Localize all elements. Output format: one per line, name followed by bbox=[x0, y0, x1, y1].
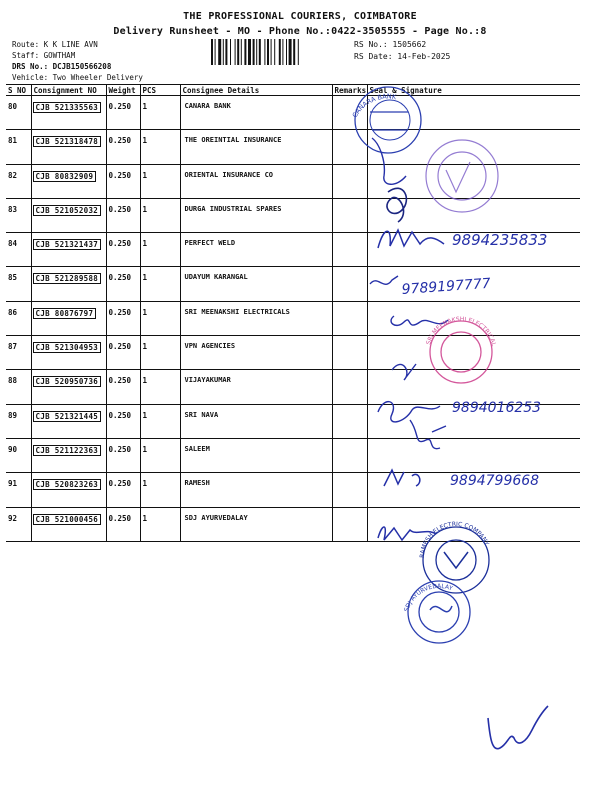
consignee: CANARA BANK bbox=[180, 96, 332, 130]
pcs: 1 bbox=[140, 267, 180, 301]
sno: 80 bbox=[6, 96, 31, 130]
ayurvedalay-stamp bbox=[403, 581, 470, 643]
remarks bbox=[332, 164, 367, 198]
signature-cell bbox=[367, 96, 580, 130]
consignment-no: CJB 80832909 bbox=[31, 164, 106, 198]
pcs: 1 bbox=[140, 96, 180, 130]
table-row bbox=[6, 198, 580, 232]
signature-cell bbox=[367, 438, 580, 472]
remarks bbox=[332, 233, 367, 267]
remarks bbox=[332, 404, 367, 438]
runsheet-title: THE PROFESSIONAL COURIERS, COIMBATORE bbox=[183, 11, 417, 22]
sno: 89 bbox=[6, 404, 31, 438]
staff-label: Staff: GOWTHAM bbox=[12, 51, 76, 60]
consignment-no: CJB 521000456 bbox=[31, 507, 106, 541]
table-row bbox=[6, 438, 580, 472]
consignee: SRI MEENAKSHI ELECTRICALS bbox=[180, 301, 332, 335]
weight: 0.250 bbox=[106, 336, 140, 370]
table-row bbox=[6, 301, 580, 335]
consignee: SALEEM bbox=[180, 438, 332, 472]
remarks bbox=[332, 507, 367, 541]
runner-signature bbox=[488, 706, 548, 749]
barcode bbox=[211, 39, 339, 65]
weight: 0.250 bbox=[106, 164, 140, 198]
signature-cell bbox=[367, 370, 580, 404]
sno: 88 bbox=[6, 370, 31, 404]
col-signature: Seal & Signature bbox=[367, 85, 580, 96]
pcs: 1 bbox=[140, 301, 180, 335]
table-row bbox=[6, 473, 580, 507]
table-row bbox=[6, 130, 580, 164]
col-sno: S NO bbox=[6, 85, 31, 96]
remarks bbox=[332, 198, 367, 232]
consignment-no: CJB 521321445 bbox=[31, 404, 106, 438]
weight: 0.250 bbox=[106, 301, 140, 335]
table-row bbox=[6, 233, 580, 267]
sno: 92 bbox=[6, 507, 31, 541]
pcs: 1 bbox=[140, 198, 180, 232]
runsheet-table bbox=[6, 84, 580, 542]
rs-date: RS Date: 14-Feb-2025 bbox=[354, 52, 451, 61]
table-row bbox=[6, 336, 580, 370]
consignment-no: CJB 80876797 bbox=[31, 301, 106, 335]
col-pcs: PCS bbox=[140, 85, 180, 96]
signature-cell bbox=[367, 164, 580, 198]
ramesh-stamp-text: RAMESH ELECTRIC COMPANY bbox=[418, 520, 491, 559]
pcs: 1 bbox=[140, 336, 180, 370]
consignee: VPN AGENCIES bbox=[180, 336, 332, 370]
weight: 0.250 bbox=[106, 404, 140, 438]
pcs: 1 bbox=[140, 130, 180, 164]
col-weight: Weight bbox=[106, 85, 140, 96]
weight: 0.250 bbox=[106, 198, 140, 232]
consignment-no: CJB 521122363 bbox=[31, 438, 106, 472]
remarks bbox=[332, 438, 367, 472]
sno: 81 bbox=[6, 130, 31, 164]
consignee: PERFECT WELD bbox=[180, 233, 332, 267]
consignee: SDJ AYURVEDALAY bbox=[180, 507, 332, 541]
remarks bbox=[332, 130, 367, 164]
consignee: UDAYUM KARANGAL bbox=[180, 267, 332, 301]
consignment-no: CJB 520823263 bbox=[31, 473, 106, 507]
signature-cell bbox=[367, 404, 580, 438]
canara-stamp-text: CANARA BANK bbox=[350, 92, 397, 120]
consignment-no: CJB 521321437 bbox=[31, 233, 106, 267]
col-consignee: Consignee Details bbox=[180, 85, 332, 96]
meenakshi-stamp-text: SRI MEENAKSHI ELECTRICAL bbox=[425, 315, 498, 347]
remarks bbox=[332, 370, 367, 404]
table-row bbox=[6, 164, 580, 198]
consignment-no: CJB 521335563 bbox=[31, 96, 106, 130]
rs-number: RS No.: 1505662 bbox=[354, 40, 427, 49]
weight: 0.250 bbox=[106, 130, 140, 164]
remarks bbox=[332, 96, 367, 130]
sno: 86 bbox=[6, 301, 31, 335]
weight: 0.250 bbox=[106, 267, 140, 301]
sno: 84 bbox=[6, 233, 31, 267]
sno: 83 bbox=[6, 198, 31, 232]
weight: 0.250 bbox=[106, 96, 140, 130]
pcs: 1 bbox=[140, 438, 180, 472]
signature-cell bbox=[367, 507, 580, 541]
pcs: 1 bbox=[140, 404, 180, 438]
table-header-row bbox=[6, 85, 580, 96]
consignment-no: CJB 521304953 bbox=[31, 336, 106, 370]
phone-89: 9894799668 bbox=[450, 473, 540, 489]
pcs: 1 bbox=[140, 233, 180, 267]
runsheet-subtitle: Delivery Runsheet - MO - Phone No.:0422-3505555 - Page No.:8 bbox=[113, 26, 487, 37]
consignment-no: CJB 520950736 bbox=[31, 370, 106, 404]
sno: 90 bbox=[6, 438, 31, 472]
weight: 0.250 bbox=[106, 438, 140, 472]
col-remarks: Remarks bbox=[332, 85, 367, 96]
table-row bbox=[6, 267, 580, 301]
phone-84: 9789197777 bbox=[401, 275, 492, 298]
remarks bbox=[332, 336, 367, 370]
sno: 82 bbox=[6, 164, 31, 198]
sno: 91 bbox=[6, 473, 31, 507]
consignee: ORIENTAL INSURANCE CO bbox=[180, 164, 332, 198]
table-row bbox=[6, 370, 580, 404]
drs-number: DRS No.: DCJB150566208 bbox=[12, 62, 112, 71]
weight: 0.250 bbox=[106, 507, 140, 541]
signature-cell bbox=[367, 473, 580, 507]
sno: 87 bbox=[6, 336, 31, 370]
consignment-no: CJB 521052032 bbox=[31, 198, 106, 232]
signature-cell bbox=[367, 336, 580, 370]
consignee: VIJAYAKUMAR bbox=[180, 370, 332, 404]
consignee: SRI NAVA bbox=[180, 404, 332, 438]
vehicle-label: Vehicle: Two Wheeler Delivery bbox=[12, 73, 143, 82]
pcs: 1 bbox=[140, 164, 180, 198]
weight: 0.250 bbox=[106, 370, 140, 404]
signature-cell bbox=[367, 130, 580, 164]
consignee: DURGA INDUSTRIAL SPARES bbox=[180, 198, 332, 232]
phone-87: 9894016253 bbox=[452, 400, 542, 416]
pcs: 1 bbox=[140, 370, 180, 404]
table-row bbox=[6, 96, 580, 130]
consignment-no: CJB 521289588 bbox=[31, 267, 106, 301]
signature-cell bbox=[367, 267, 580, 301]
pcs: 1 bbox=[140, 473, 180, 507]
col-consignment: Consignment NO bbox=[31, 85, 106, 96]
route-label: Route: K K LINE AVN bbox=[12, 40, 98, 49]
svg-text:SDJ AYURVEDALAY bbox=[403, 583, 454, 613]
consignee: THE OREINTIAL INSURANCE bbox=[180, 130, 332, 164]
weight: 0.250 bbox=[106, 233, 140, 267]
signature-cell bbox=[367, 301, 580, 335]
remarks bbox=[332, 473, 367, 507]
ayurvedalay-stamp-text: SDJ AYURVEDALAY bbox=[403, 582, 454, 613]
sno: 85 bbox=[6, 267, 31, 301]
remarks bbox=[332, 301, 367, 335]
pcs: 1 bbox=[140, 507, 180, 541]
signature-cell bbox=[367, 198, 580, 232]
signature-cell bbox=[367, 233, 580, 267]
table-row bbox=[6, 507, 580, 541]
table-row bbox=[6, 404, 580, 438]
remarks bbox=[332, 267, 367, 301]
consignment-no: CJB 521318478 bbox=[31, 130, 106, 164]
weight: 0.250 bbox=[106, 473, 140, 507]
consignee: RAMESH bbox=[180, 473, 332, 507]
phone-83: 9894235833 bbox=[452, 231, 548, 249]
